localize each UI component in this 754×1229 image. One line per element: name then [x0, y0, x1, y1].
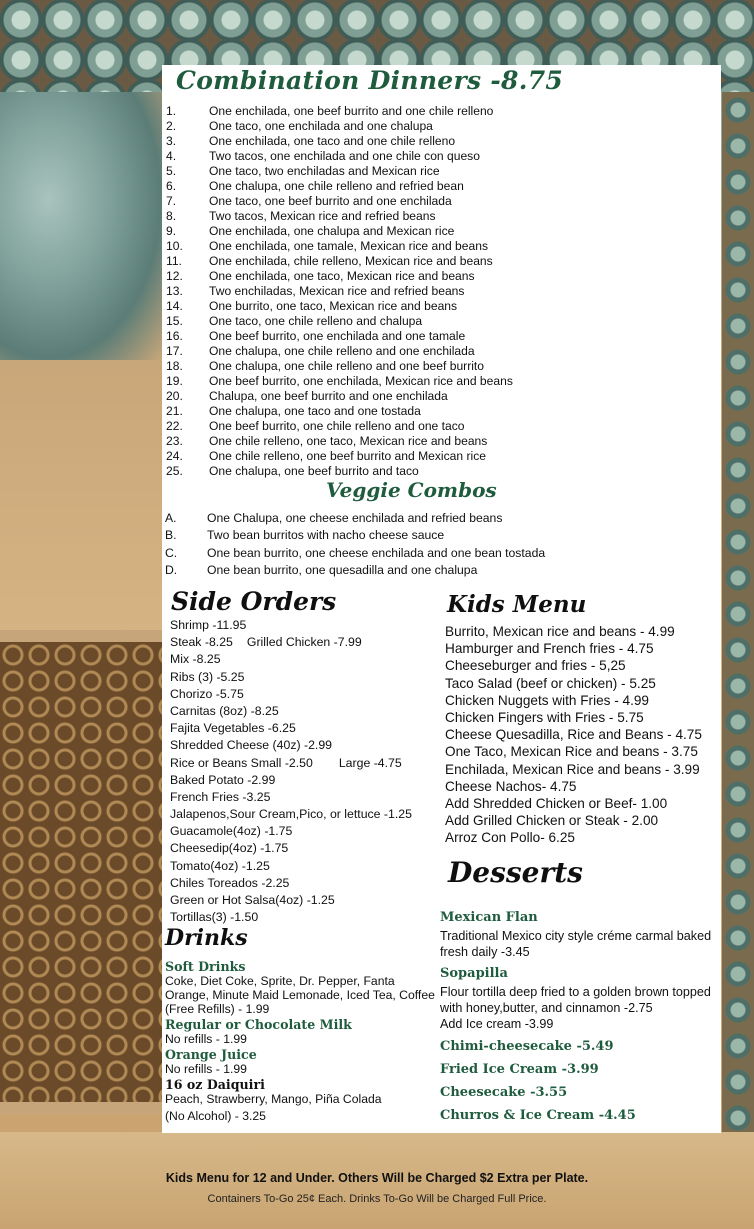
item-number: 4.: [166, 149, 177, 163]
item-text: One chalupa, one chile relleno and one enchilada: [209, 344, 475, 358]
list-item: Steak -8.25 Grilled Chicken -7.99: [170, 635, 362, 650]
item-number: 6.: [166, 179, 177, 193]
item-number: 18.: [166, 359, 183, 373]
item-text: One burrito, one taco, Mexican rice and beans: [209, 299, 458, 313]
item-text: One enchilada, chile relleno, Mexican rice and beans: [209, 254, 493, 268]
item-number: 5.: [166, 164, 177, 178]
list-item: Chicken Fingers with Fries - 5.75: [445, 709, 644, 725]
soft-drinks-text: Coke, Diet Coke, Sprite, Dr. Pepper, Fanta Orange, Minute Maid Lemonade, Iced Tea, Coffee (Free Refills) - 1.99: [165, 974, 435, 1016]
list-item: [166, 104, 716, 119]
item-number: 1.: [166, 104, 177, 118]
item-number: 13.: [166, 284, 183, 298]
item-text: One taco, one chile relleno and chalupa: [209, 314, 423, 328]
list-item: [166, 434, 716, 449]
daiquiri-heading: 16 oz Daiquiri: [165, 1077, 265, 1092]
list-item: [166, 314, 716, 329]
item-number: 16.: [166, 329, 183, 343]
list-item: [166, 254, 716, 269]
item-number: 7.: [166, 194, 177, 208]
list-item: [165, 563, 715, 580]
item-text: One bean burrito, one quesadilla and one chalupa: [207, 562, 478, 577]
item-text: One Chalupa, one cheese enchilada and refried beans: [207, 511, 503, 525]
item-text: One bean burrito, one cheese enchilada and one bean tostada: [207, 545, 546, 560]
list-item: [166, 389, 716, 404]
list-item: [166, 284, 716, 299]
list-item: Taco Salad (beef or chicken) - 5.25: [445, 675, 656, 691]
bottle-strip-decoration: [722, 92, 754, 1132]
item-text: One taco, one enchilada and one chalupa: [209, 119, 433, 133]
drinks-title: Drinks: [165, 925, 248, 951]
daiquiri-price: (No Alcohol) - 3.25: [165, 1109, 266, 1123]
item-number: 2.: [166, 119, 177, 133]
combination-list: [166, 104, 716, 479]
list-item: [165, 511, 715, 528]
kids-menu-title: Kids Menu: [447, 591, 587, 618]
item-text: One taco, one beef burrito and one enchilada: [209, 194, 452, 208]
list-item: Guacamole(4oz) -1.75: [170, 824, 293, 839]
list-item: [166, 149, 716, 164]
item-text: One chalupa, one chile relleno and refried bean: [209, 179, 464, 193]
list-item: [166, 164, 716, 179]
list-item: [166, 179, 716, 194]
orange-juice-text: No refills - 1.99: [165, 1062, 247, 1076]
item-number: 8.: [166, 209, 177, 223]
item-text: One beef burrito, one enchilada, Mexican rice and beans: [209, 374, 513, 388]
item-text: One enchilada, one chalupa and Mexican rice: [209, 224, 455, 238]
list-item: [166, 359, 716, 374]
list-item: [165, 546, 715, 563]
list-item: [166, 419, 716, 434]
list-item: Enchilada, Mexican Rice and beans - 3.99: [445, 761, 700, 777]
sopapilla-text: Flour tortilla deep fried to a golden brown topped with honey,butter, and cinnamon -2.75: [440, 985, 711, 1015]
item-number: 15.: [166, 314, 183, 328]
daiquiri-flavors: Peach, Strawberry, Mango, Piña Colada: [165, 1092, 382, 1106]
list-item: Cheese Quesadilla, Rice and Beans - 4.75: [445, 727, 702, 743]
desserts-section: [440, 907, 722, 1124]
item-number: 23.: [166, 434, 183, 448]
list-item: Rice or Beans Small -2.50 Large -4.75: [170, 755, 402, 770]
list-item: Cheeseburger and fries - 5,25: [445, 658, 626, 674]
item-number: 11.: [166, 254, 182, 268]
footer-togo-note: Containers To-Go 25¢ Each. Drinks To-Go Will be Charged Full Price.: [207, 1193, 547, 1205]
list-item: Ribs (3) -5.25: [170, 669, 245, 684]
item-number: 9.: [166, 224, 177, 238]
item-text: One chalupa, one beef burrito and taco: [209, 464, 419, 478]
sopapilla-add: Add Ice cream -3.99: [440, 1017, 554, 1031]
item-text: Two tacos, Mexican rice and refried beans: [209, 209, 436, 223]
list-item: Jalapenos,Sour Cream,Pico, or lettuce -1.25: [170, 807, 412, 822]
item-number: D.: [165, 562, 178, 577]
list-item: Burrito, Mexican rice and beans - 4.99: [445, 624, 675, 639]
list-item: Cheesedip(4oz) -1.75: [170, 841, 289, 856]
list-item: [165, 528, 715, 545]
list-item: Carnitas (8oz) -8.25: [170, 703, 279, 718]
list-item: [166, 119, 716, 134]
list-item: [166, 299, 716, 314]
flan-heading: Mexican Flan: [440, 910, 538, 925]
item-text: Two enchiladas, Mexican rice and refried beans: [209, 284, 465, 298]
list-item: [166, 239, 716, 254]
agave-decoration: [0, 92, 162, 360]
soft-drinks-heading: Soft Drinks: [165, 959, 246, 974]
side-orders-title: Side Orders: [171, 587, 337, 616]
milk-text: No refills - 1.99: [165, 1032, 247, 1046]
list-item: [166, 449, 716, 464]
fried-ice-cream: Fried Ice Cream -3.99: [440, 1062, 599, 1077]
item-number: 10.: [166, 239, 183, 253]
item-number: A.: [165, 511, 177, 525]
list-item: [166, 329, 716, 344]
iron-window-decoration: [0, 630, 162, 1114]
list-item: Green or Hot Salsa(4oz) -1.25: [170, 893, 335, 907]
item-number: 19.: [166, 374, 183, 388]
list-item: [166, 224, 716, 239]
item-text: One taco, two enchiladas and Mexican rice: [209, 164, 440, 178]
item-number: 14.: [166, 299, 183, 313]
item-number: 12.: [166, 269, 183, 283]
combination-dinners-title: Combination Dinners -8.75: [176, 66, 564, 95]
item-number: C.: [165, 545, 178, 560]
side-orders-list: [170, 617, 440, 926]
list-item: Shrimp -11.95: [170, 618, 247, 632]
list-item: Chorizo -5.75: [170, 686, 244, 701]
item-text: One chalupa, one chile relleno and one beef burrito: [209, 359, 484, 373]
item-text: One chalupa, one taco and one tostada: [209, 404, 421, 418]
item-text: One beef burrito, one enchilada and one tamale: [209, 329, 466, 343]
item-number: 21.: [166, 404, 183, 418]
footer-kids-note: Kids Menu for 12 and Under. Others Will be Charged $2 Extra per Plate.: [165, 1171, 589, 1185]
list-item: Fajita Vegetables -6.25: [170, 721, 296, 736]
list-item: Arroz Con Pollo- 6.25: [445, 830, 575, 846]
list-item: [166, 134, 716, 149]
list-item: Hamburger and French fries - 4.75: [445, 641, 654, 657]
item-text: One enchilada, one beef burrito and one chile relleno: [209, 104, 494, 118]
list-item: Tortillas(3) -1.50: [170, 910, 259, 925]
flan-text: Traditional Mexico city style créme carmal baked fresh daily -3.45: [440, 929, 712, 959]
veggie-list: [165, 511, 715, 580]
item-number: 22.: [166, 419, 183, 433]
item-text: One enchilada, one tamale, Mexican rice and beans: [209, 239, 489, 253]
cheesecake: Cheesecake -3.55: [440, 1085, 568, 1100]
list-item: [166, 344, 716, 359]
churros-ice-cream: Churros & Ice Cream -4.45: [440, 1108, 636, 1123]
item-text: One enchilada, one taco, Mexican rice and beans: [209, 269, 475, 283]
list-item: [166, 404, 716, 419]
item-text: One chile relleno, one beef burrito and Mexican rice: [209, 449, 486, 463]
list-item: Chiles Toreados -2.25: [170, 875, 290, 890]
list-item: [166, 374, 716, 389]
list-item: One Taco, Mexican Rice and beans - 3.75: [445, 744, 698, 760]
list-item: Mix -8.25: [170, 652, 221, 667]
item-number: B.: [165, 528, 177, 543]
item-text: Two tacos, one enchilada and one chile con queso: [209, 149, 480, 163]
list-item: French Fries -3.25: [170, 789, 271, 804]
veggie-combos-title: Veggie Combos: [326, 478, 497, 502]
list-item: Shredded Cheese (40z) -2.99: [170, 738, 333, 753]
orange-juice-heading: Orange Juice: [165, 1047, 257, 1062]
list-item: [166, 194, 716, 209]
chimi-cheesecake: Chimi-cheesecake -5.49: [440, 1039, 614, 1054]
item-text: Two bean burritos with nacho cheese sauce: [207, 528, 445, 543]
item-number: 17.: [166, 344, 183, 358]
list-item: Add Grilled Chicken or Steak - 2.00: [445, 813, 659, 829]
list-item: [166, 209, 716, 224]
item-number: 25.: [166, 464, 183, 478]
list-item: Tomato(4oz) -1.25: [170, 858, 270, 873]
list-item: Cheese Nachos- 4.75: [445, 778, 577, 794]
list-item: Add Shredded Chicken or Beef- 1.00: [445, 795, 668, 811]
milk-heading: Regular or Chocolate Milk: [165, 1017, 352, 1032]
desserts-title: Desserts: [448, 856, 583, 889]
list-item: Chicken Nuggets with Fries - 4.99: [445, 692, 649, 708]
item-text: One chile relleno, one taco, Mexican rice and beans: [209, 434, 488, 448]
item-number: 24.: [166, 449, 183, 463]
item-number: 3.: [166, 134, 177, 148]
drinks-section: [165, 958, 440, 1123]
kids-menu-list: [445, 623, 720, 846]
item-text: One beef burrito, one chile relleno and one taco: [209, 419, 465, 433]
list-item: [166, 464, 716, 479]
sopapilla-heading: Sopapilla: [440, 966, 508, 981]
list-item: Baked Potato -2.99: [170, 772, 276, 787]
item-text: One enchilada, one taco and one chile relleno: [209, 134, 456, 148]
list-item: [166, 269, 716, 284]
item-number: 20.: [166, 389, 183, 403]
item-text: Chalupa, one beef burrito and one enchilada: [209, 389, 448, 403]
